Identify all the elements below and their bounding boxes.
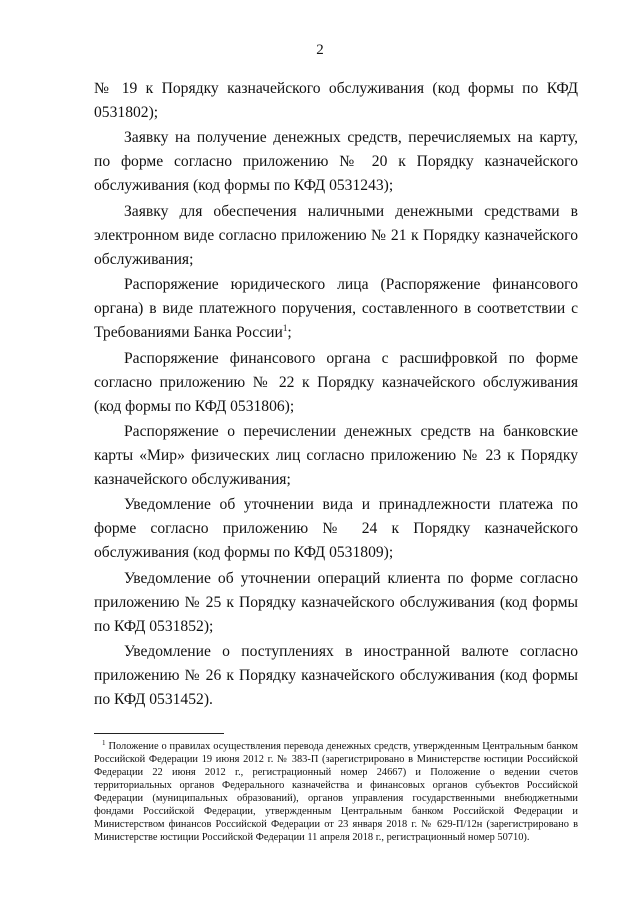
paragraph-continuation: № 19 к Порядку казначейского обслуживания (код формы по КФД 0531802); xyxy=(94,80,578,121)
paragraph-legal-entity-order xyxy=(94,273,578,345)
footnote-reference: 1 xyxy=(282,322,288,333)
document-body xyxy=(94,77,578,714)
paragraph-client-operations-clarification: Уведомление об уточнении операций клиента по форме согласно приложению № 25 к Порядку казначейского обслуживания (код формы по КФД 0531852); xyxy=(94,569,578,635)
footnote xyxy=(94,740,578,844)
paragraph-card-transfer-request: Заявку на получение денежных средств, перечисляемых на карту, по форме согласно приложению № 20 к Порядку казначейского обслуживания (код формы по КФД 0531243); xyxy=(94,129,578,195)
footnote-mark: 1 xyxy=(102,738,106,747)
paragraph-legal-entity-order-text: Распоряжение юридического лица (Распоряжение финансового органа) в виде платежного поручения, составленного в соответствии с Требованиями Банка России xyxy=(94,276,578,342)
paragraph-cash-request: Заявку для обеспечения наличными денежными средствами в электронном виде согласно приложению № 21 к Порядку казначейского обслуживания; xyxy=(94,202,578,268)
footnote-reference-suffix: ; xyxy=(287,324,292,342)
footnote-text: Положение о правилах осуществления перевода денежных средств, утвержденным Центральным банком Российской Федерации 19 июня 2012 г. № 383-П (зарегистрировано в Министерстве юстиции Российской Федерации 22 июня 2012 г., регистрационный номер 24667) и Положение о ведении счетов территориальных органов Федерального казначейства и финансовых органов субъектов Российской Федерации (муниципальных образований), органов управления государственными внебюджетными фондами Российской Федерации, утвержденным Центральным банком Российской Федерации и Министерством финансов Российской Федерации от 23 января 2018 г. № 629-П/12н (зарегистрировано в Министерстве юстиции Российской Федерации 11 апреля 2018 г., регистрационный номер 50710). xyxy=(94,741,578,843)
paragraph-financial-body-order: Распоряжение финансового органа с расшифровкой по форме согласно приложению № 22 к Порядку казначейского обслуживания (код формы по КФД 0531806); xyxy=(94,349,578,415)
paragraph-foreign-currency-receipts: Уведомление о поступлениях в иностранной валюте согласно приложению № 26 к Порядку казначейского обслуживания (код формы по КФД 0531452). xyxy=(94,643,578,709)
paragraph-mir-cards-order: Распоряжение о перечислении денежных средств на банковские карты «Мир» физических лиц согласно приложению № 23 к Порядку казначейского обслуживания; xyxy=(94,422,578,488)
footnote-separator xyxy=(94,733,224,734)
page-number: 2 xyxy=(316,42,324,58)
paragraph-payment-clarification: Уведомление об уточнении вида и принадлежности платежа по форме согласно приложению № 24 к Порядку казначейского обслуживания (код формы по КФД 0531809); xyxy=(94,496,578,562)
